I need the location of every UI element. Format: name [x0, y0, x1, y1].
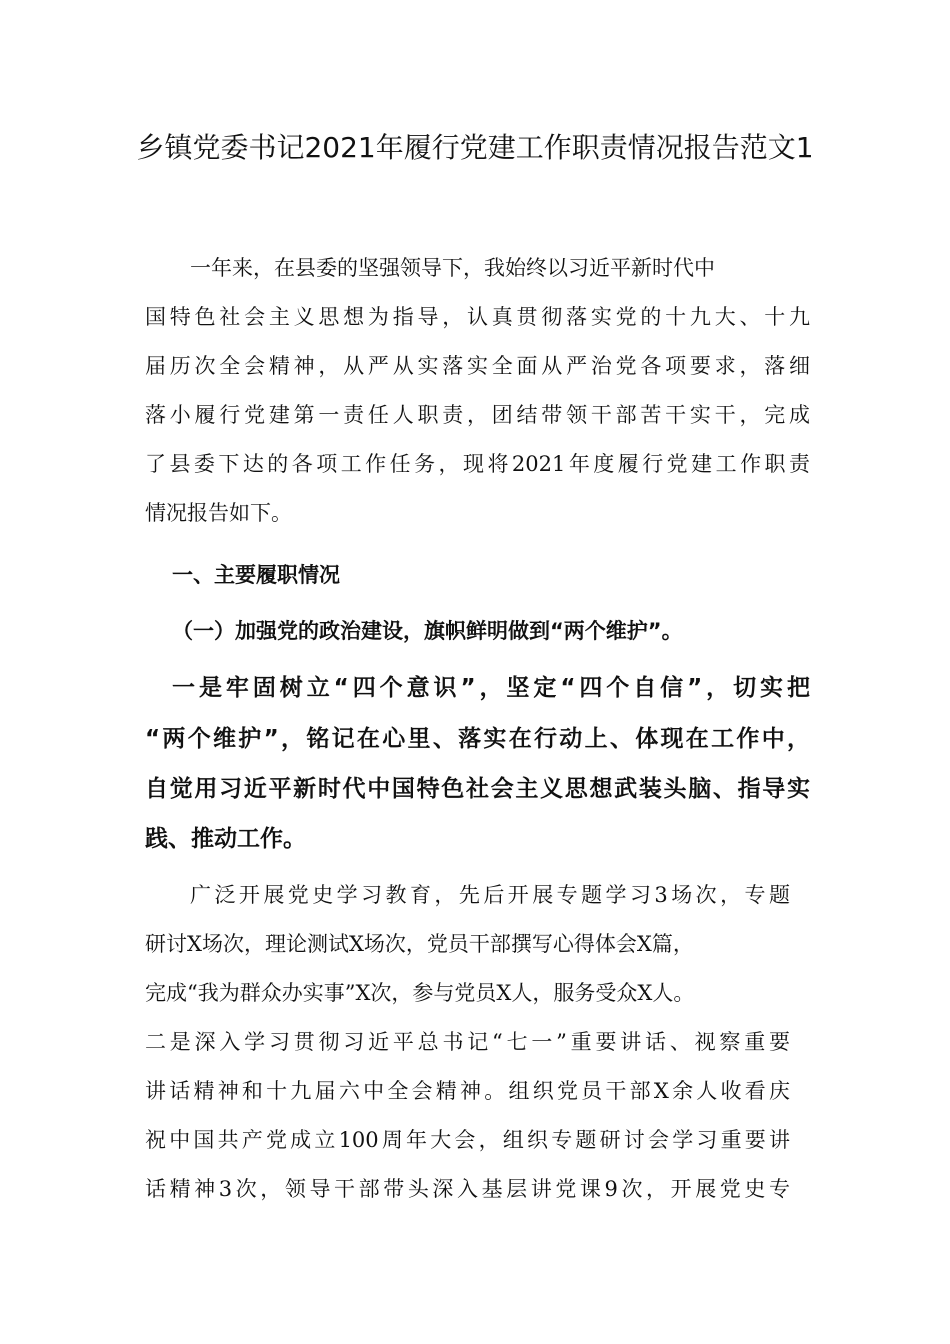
body-line-4: 二是深入学习贯彻习近平总书记“七一”重要讲话、视察重要 [145, 1030, 790, 1054]
intro-line-5: 了县委下达的各项工作任务，现将2021年度履行党建工作职责 [145, 452, 810, 476]
body-line-6: 祝中国共产党成立100周年大会，组织专题研讨会学习重要讲 [145, 1128, 790, 1152]
body-line-1: 广泛开展党史学习教育，先后开展专题学习3场次，专题 [190, 883, 790, 907]
body-line-7: 话精神3次，领导干部带头深入基层讲党课9次，开展党史专 [145, 1177, 790, 1201]
point-line-1: 一是牢固树立“四个意识”，坚定“四个自信”，切实把 [172, 675, 810, 701]
body-line-2: 研讨X场次，理论测试X场次，党员干部撰写心得体会X篇， [145, 932, 694, 956]
point-line-2: “两个维护”，铭记在心里、落实在行动上、体现在工作中， [145, 726, 810, 752]
section-heading: 一、主要履职情况 [172, 563, 340, 587]
intro-line-1: 一年来，在县委的坚强领导下，我始终以习近平新时代中 [190, 256, 715, 280]
intro-line-3: 届历次全会精神，从严从实落实全面从严治党各项要求，落细 [145, 354, 810, 378]
point-line-3: 自觉用习近平新时代中国特色社会主义思想武装头脑、指导实 [145, 776, 810, 802]
body-line-3: 完成“我为群众办实事”X次，参与党员X人，服务受众X人。 [145, 981, 695, 1005]
subsection-heading: （一）加强党的政治建设，旗帜鲜明做到“两个维护”。 [172, 619, 683, 643]
body-line-5: 讲话精神和十九届六中全会精神。组织党员干部X余人收看庆 [145, 1079, 790, 1103]
intro-line-4: 落小履行党建第一责任人职责，团结带领干部苦干实干，完成 [145, 403, 810, 427]
document-title: 乡镇党委书记2021年履行党建工作职责情况报告范文1 [136, 131, 814, 164]
intro-line-6: 情况报告如下。 [145, 501, 292, 525]
point-line-4: 践、推动工作。 [145, 826, 306, 852]
intro-line-2: 国特色社会主义思想为指导，认真贯彻落实党的十九大、十九 [145, 305, 810, 329]
